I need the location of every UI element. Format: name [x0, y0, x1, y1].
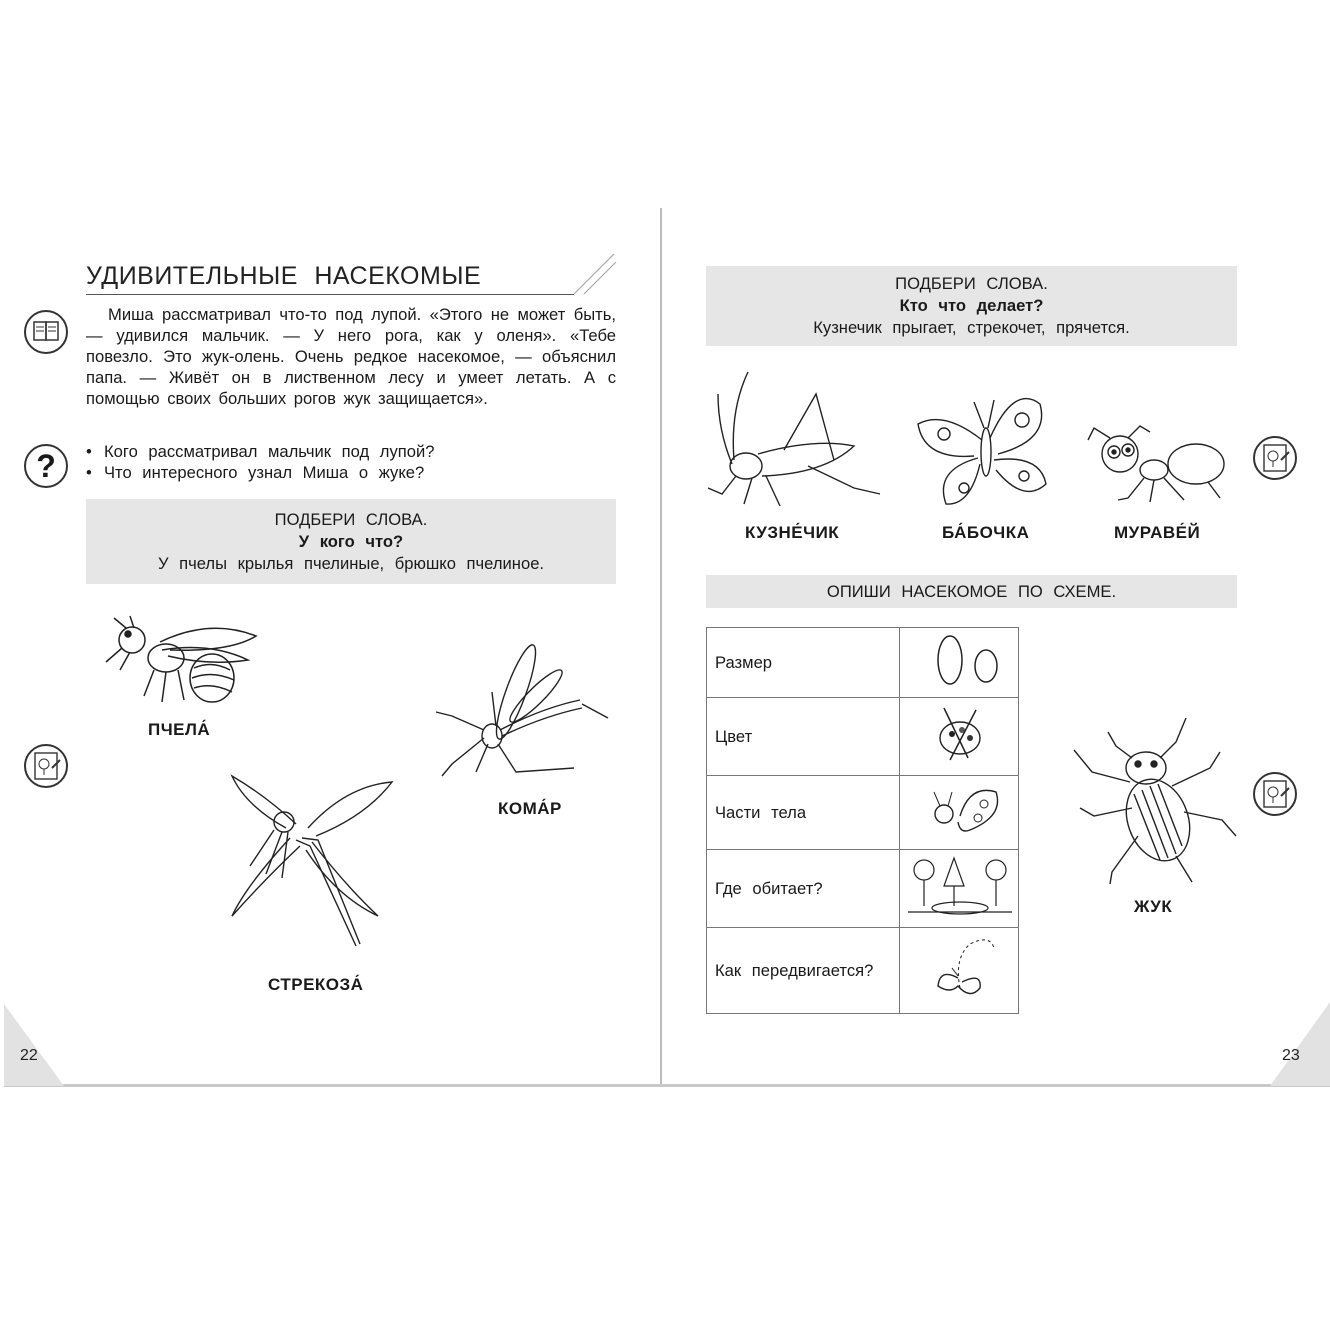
body-parts-icon: [900, 776, 1019, 850]
table-row: [707, 850, 1019, 928]
grasshopper-illustration: [704, 370, 884, 510]
task-question: У кого что?: [298, 532, 404, 551]
ant-illustration: [1084, 424, 1228, 504]
mosquito-illustration: [432, 632, 612, 782]
table-row: [707, 698, 1019, 776]
beetle-illustration: [1072, 712, 1238, 884]
movement-icon: [900, 928, 1019, 1014]
insect-label-ant: МУРАВЕ́Й: [1114, 523, 1201, 542]
dragonfly-illustration: [226, 766, 398, 962]
task-example: У пчелы крылья пчелиные, брюшко пчелиное.: [157, 554, 545, 573]
description-scheme-table: [706, 627, 1019, 1014]
question-icon: ?: [24, 444, 68, 488]
question-item: • Кого рассматривал мальчик под лупой?: [86, 441, 626, 462]
task-example: Кузнечик прыгает, стрекочет, прячется.: [813, 318, 1130, 337]
habitat-icon: [900, 850, 1019, 928]
book-icon: [24, 310, 68, 354]
table-row: [707, 628, 1019, 698]
title-decoration: [570, 250, 618, 298]
insect-label-butterfly: БА́БОЧКА: [942, 523, 1030, 542]
describe-heading: ОПИШИ НАСЕКОМОЕ ПО СХЕМЕ.: [826, 582, 1117, 601]
right-corner-fold: [1270, 1002, 1330, 1086]
drawing-icon: [1253, 772, 1297, 816]
title-underline: [86, 294, 574, 295]
task-heading: ПОДБЕРИ СЛОВА.: [274, 510, 428, 529]
question-list: [86, 441, 626, 483]
table-row: [707, 928, 1019, 1014]
task-question: Кто что делает?: [899, 296, 1044, 315]
scheme-label: Цвет: [707, 698, 900, 776]
table-row: [707, 776, 1019, 850]
insect-label-mosquito: КОМА́Р: [498, 799, 562, 818]
insect-label-dragonfly: СТРЕКОЗА́: [268, 975, 364, 994]
insect-label-grasshopper: КУЗНЕ́ЧИК: [745, 523, 840, 542]
left-corner-fold: [4, 1004, 64, 1086]
page-spine: [660, 208, 662, 1086]
page-number-left: 22: [20, 1047, 38, 1064]
task-heading: ПОДБЕРИ СЛОВА.: [895, 274, 1048, 293]
story-paragraph: [86, 304, 616, 409]
drawing-icon: [24, 744, 68, 788]
page-title: УДИВИТЕЛЬНЫЕ НАСЕКОМЫЕ: [86, 262, 482, 290]
task-box-who-has-what: [86, 499, 616, 584]
insect-label-bee: ПЧЕЛА́: [148, 720, 211, 739]
page-bottom-edge: [4, 1084, 1330, 1087]
butterfly-illustration: [914, 380, 1054, 512]
palette-icon: [900, 698, 1019, 776]
scheme-label: Где обитает?: [707, 850, 900, 928]
scheme-label: Как передвигается?: [707, 928, 900, 1014]
size-ovals-icon: [900, 628, 1019, 698]
scheme-label: Части тела: [707, 776, 900, 850]
question-item: • Что интересного узнал Миша о жуке?: [86, 462, 626, 483]
describe-heading-box: [706, 575, 1237, 608]
insect-label-beetle: ЖУК: [1134, 897, 1173, 916]
story-text: Миша рассматривал что-то под лупой. «Этого не может быть, — удивился мальчик. — У него рога, как у оленя». «Тебе повезло. Это жук-олень. Очень редкое насекомое, — объяснил папа. — Живёт он в лиственном лесу и умеет летать. А с помощью своих больших рогов жук защищается».: [86, 305, 616, 408]
page-number-right: 23: [1282, 1047, 1300, 1064]
drawing-icon: [1253, 436, 1297, 480]
scheme-label: Размер: [707, 628, 900, 698]
bee-illustration: [100, 612, 260, 708]
task-box-who-does-what: [706, 266, 1237, 346]
